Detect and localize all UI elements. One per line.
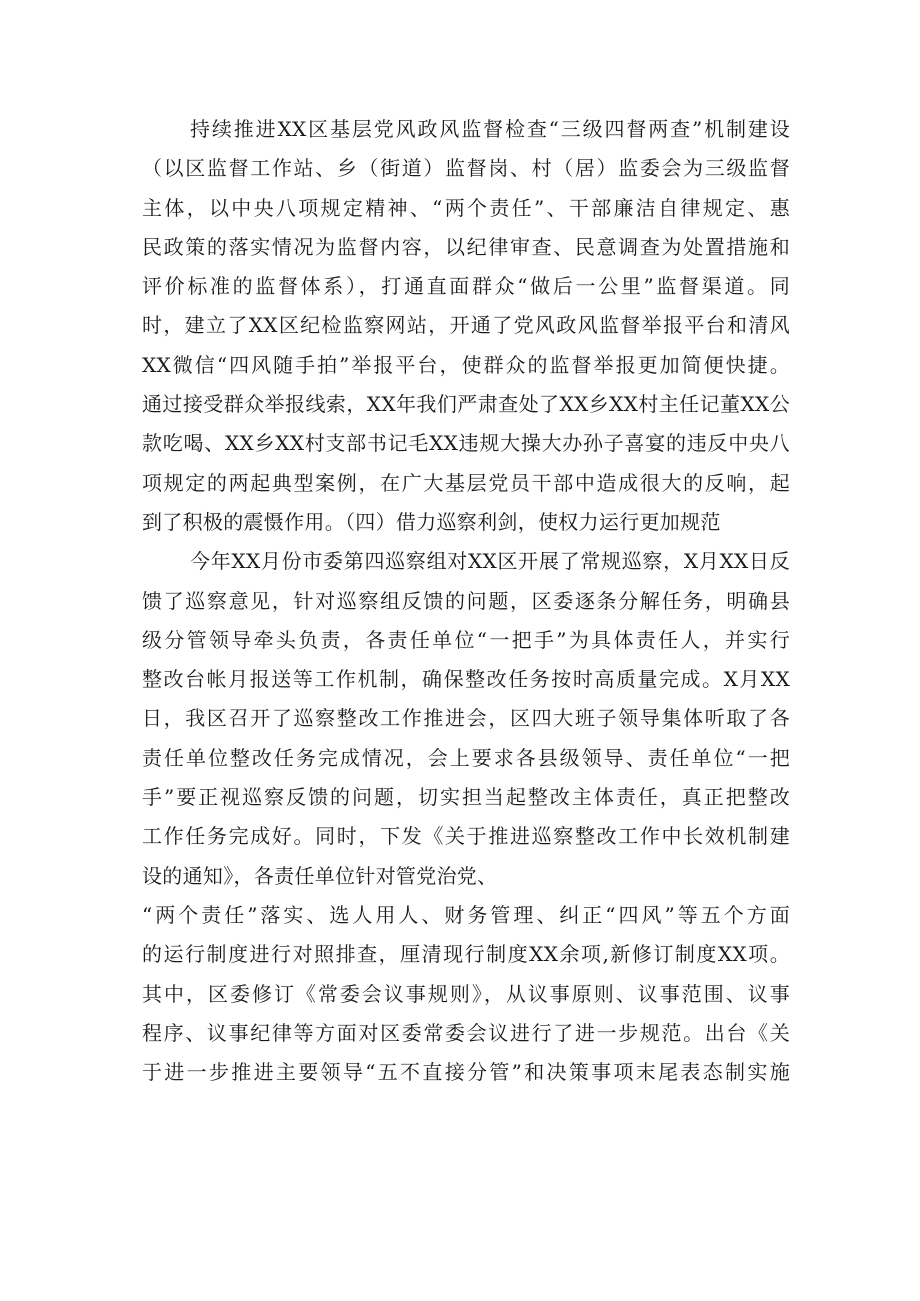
paragraph-1-line: 项规定的两起典型案例，在广大基层党员干部中造成很大的反响，起	[142, 470, 790, 495]
paragraph-1-line: 时，建立了XX区纪检监察网站，开通了党风政风监督举报平台和清风	[142, 313, 790, 338]
paragraph-2-line: 级分管领导牵头负责，各责任单位“一把手”为具体责任人，并实行	[142, 627, 790, 652]
document-body	[142, 110, 790, 1092]
paragraph-2-line: 馈了巡察意见，针对巡察组反馈的问题，区委逐条分解任务，明确县	[142, 588, 790, 613]
paragraph-1-line: 评价标准的监督体系），打通直面群众“做后一公里”监督渠道。同	[142, 274, 790, 299]
paragraph-2-line: 今年XX月份市委第四巡察组对XX区开展了常规巡察，X月XX日反	[190, 549, 790, 574]
paragraph-1-line: 民政策的落实情况为监督内容，以纪律审查、民意调查为处置措施和	[142, 234, 790, 259]
paragraph-1-line: 通过接受群众举报线索，XX年我们严肃查处了XX乡XX村主任记董XX公	[142, 392, 790, 417]
paragraph-2-line: 整改台帐月报送等工作机制，确保整改任务按时高质量完成。X月XX	[142, 667, 790, 692]
paragraph-3-line: 的运行制度进行对照排查，厘清现行制度XX余项,新修订制度XX项。	[142, 942, 790, 967]
paragraph-1-line: 款吃喝、XX乡XX村支部书记毛XX违规大操大办孙子喜宴的违反中央八	[142, 431, 790, 456]
paragraph-2-line: 日，我区召开了巡察整改工作推进会，区四大班子领导集体听取了各	[142, 706, 790, 731]
paragraph-1-line: 到了积极的震慑作用。（四）借力巡察利剑，使权力运行更加规范	[142, 509, 721, 534]
paragraph-1-line: XX微信“四风随手拍”举报平台，使群众的监督举报更加简便快捷。	[142, 352, 790, 377]
paragraph-2-line: 手”要正视巡察反馈的问题，切实担当起整改主体责任，真正把整改	[142, 785, 790, 810]
paragraph-3-line: 程序、议事纪律等方面对区委常委会议进行了进一步规范。出台《关	[142, 1020, 790, 1045]
paragraph-3-line: 其中，区委修订《常委会议事规则》，从议事原则、议事范围、议事	[142, 981, 790, 1006]
paragraph-2-line: 责任单位整改任务完成情况，会上要求各县级领导、责任单位“一把	[142, 745, 790, 770]
paragraph-1-line: 持续推进XX区基层党风政风监督检查“三级四督两查”机制建设	[190, 117, 791, 141]
paragraph-2-line: 工作任务完成好。同时，下发《关于推进巡察整改工作中长效机制建	[142, 824, 790, 849]
paragraph-2-line: 设的通知》，各责任单位针对管党治党、	[142, 863, 498, 888]
paragraph-3-line: “两个责任”落实、选人用人、财务管理、纠正“四风”等五个方面	[142, 902, 790, 927]
paragraph-1-line: （以区监督工作站、乡（街道）监督岗、村（居）监委会为三级监督	[142, 156, 790, 181]
paragraph-3-line: 于进一步推进主要领导“五不直接分管”和决策事项末尾表态制实施	[142, 1060, 790, 1085]
paragraph-1-line: 主体，以中央八项规定精神、“两个责任”、干部廉洁自律规定、惠	[142, 195, 790, 220]
